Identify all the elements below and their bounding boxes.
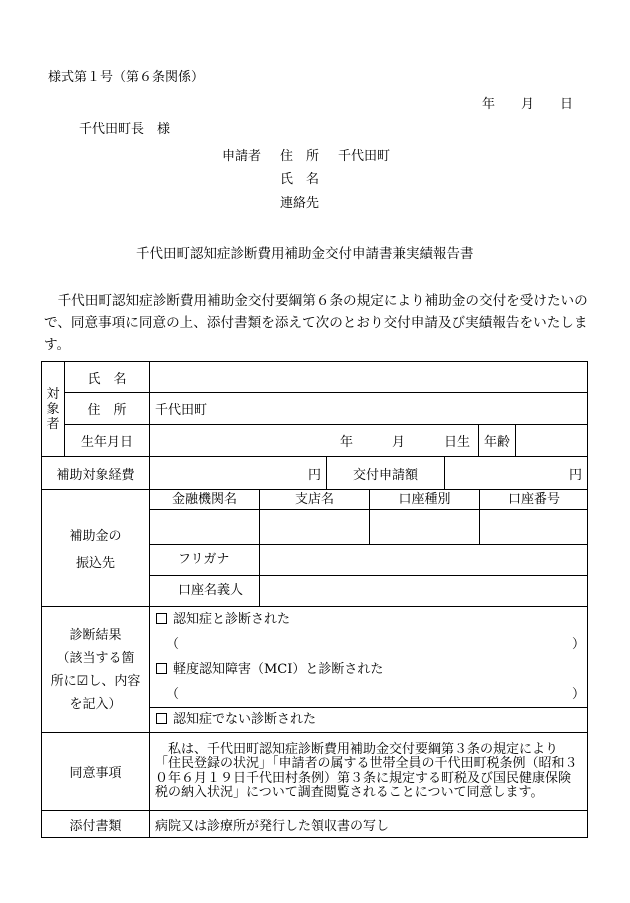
applicant-label: 申請者 [222,149,262,164]
subject-name-label: 氏 名 [65,362,150,393]
account-holder-label: 口座名義人 [150,576,260,606]
diagnosis-label-line4: を記入） [69,696,122,712]
bank-name-header: 金融機関名 [150,490,260,509]
account-holder-field[interactable] [260,576,587,606]
consent-text: 私は、千代田町認知症診断費用補助金交付要綱第３条の規定により「住民登録の状況」「申請者の属する世帯全員の千代田町税条例（昭和３０年６月１９日千代田村条例）第３条に規定する町税及び国民健康保険税の納入状況」について調査閲覧されることについて同意します。 [150,733,588,811]
attachment-value: 病院又は診療所が発行した領収書の写し [150,811,588,838]
transfer-label [42,490,150,607]
expense-label: 補助対象経費 [42,457,150,490]
branch-field[interactable] [260,510,370,544]
page-title: 千代田町認知症診断費用補助金交付申請書兼実績報告書 [136,246,474,262]
account-type-field[interactable] [370,510,480,544]
form-number: 様式第１号（第６条関係） [48,70,205,85]
account-type-header: 口座種別 [370,490,480,509]
furigana-label: フリガナ [150,545,260,575]
name-label: 氏 名 [280,172,320,187]
application-form-table [41,361,588,838]
checkbox-icon[interactable] [156,713,167,724]
addressee: 千代田町長 様 [79,122,171,137]
diagnosis-option-1[interactable]: 認知症と診断された [150,607,587,632]
apply-amount-label: 交付申請額 [327,457,445,490]
diagnosis-label-line2: （該当する箇 [56,650,135,666]
apply-amount-field[interactable]: 円 [445,457,588,490]
diagnosis-label [42,607,150,733]
address-label: 住 所 [280,149,320,164]
subject-address-label: 住 所 [65,393,150,425]
birthdate-label: 生年月日 [65,425,150,457]
transfer-details [150,490,588,607]
subject-group-label: 対象者 [42,362,65,457]
checkbox-icon[interactable] [156,663,167,674]
transfer-label-line2: 振込先 [75,556,115,571]
address-value: 千代田町 [338,149,391,164]
account-number-field[interactable] [480,510,588,544]
diagnosis-option-2[interactable]: 軽度認知障害（MCI）と診断された [150,657,587,682]
diagnosis-label-line1: 診断結果 [69,627,122,643]
checkbox-icon[interactable] [156,613,167,624]
contact-label: 連絡先 [280,196,320,211]
intro-paragraph: 千代田町認知症診断費用補助金交付要綱第６条の規定により補助金の交付を受けたいので、同意事項に同意の上、添付書類を添えて次のとおり交付申請及び実績報告をいたします。 [44,293,588,353]
consent-label: 同意事項 [42,733,150,811]
age-field[interactable] [516,425,588,457]
account-number-header: 口座番号 [507,492,560,507]
transfer-label-line1: 補助金の [69,529,122,544]
diagnosis-detail-2[interactable]: （ ） [150,682,587,708]
expense-field[interactable]: 円 [150,457,327,490]
bank-name-field[interactable] [150,510,260,544]
date-line: 年 月 日 [482,97,574,112]
furigana-field[interactable] [260,545,587,575]
diagnosis-options [150,607,588,733]
birthdate-field[interactable]: 年 月 日生 [150,425,479,457]
attachment-label: 添付書類 [42,811,150,838]
diagnosis-option-3[interactable]: 認知症でない診断された [150,708,587,732]
age-label: 年齢 [479,425,516,457]
subject-address-field[interactable]: 千代田町 [150,393,588,425]
branch-header: 支店名 [260,490,370,509]
subject-name-field[interactable] [150,362,588,393]
diagnosis-detail-1[interactable]: （ ） [166,637,586,652]
diagnosis-label-line3: 所に☑し、内容 [50,673,141,689]
